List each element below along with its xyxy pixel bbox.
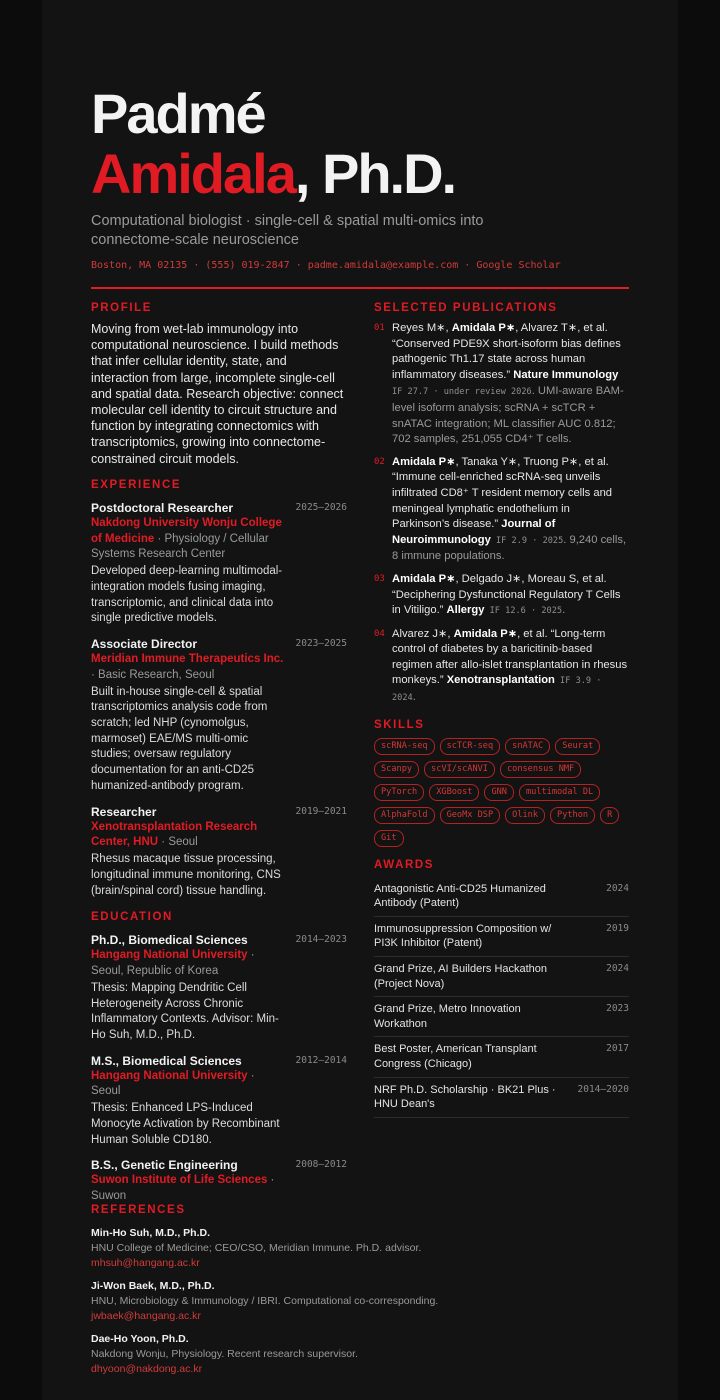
- publication-authors-pre: Alvarez J∗,: [392, 627, 454, 640]
- education-date: 2014–2023: [295, 934, 347, 946]
- header-divider: [91, 287, 629, 289]
- publication-list: [374, 321, 629, 707]
- education-title: M.S., Biomedical Sciences: [91, 1053, 242, 1068]
- award-label: Antagonistic Anti-CD25 Humanized Antibody (Patent): [374, 882, 546, 910]
- education-description: Thesis: Enhanced LPS-Induced Monocyte Activation by Recombinant Human Soluble CD180.: [91, 1102, 280, 1146]
- skill-chip: scTCR-seq: [440, 738, 501, 755]
- award-date: 2023: [606, 1003, 629, 1015]
- publication-note: . 9,240 cells, 8 immune populations.: [392, 533, 627, 563]
- profile-text: Moving from wet-lab immunology into computational neuroscience. I build methods that infer cellular identity, state, and interaction from large, incomplete single-cell and spatial data. Research objective: connect molecular cell identity to circuit structure and function by integrating connectomics with transcriptomics, growing into connectome-constrained circuit models.: [91, 322, 344, 466]
- education-entry: [91, 932, 347, 1043]
- left-column: [91, 302, 347, 1205]
- education-title: B.S., Genetic Engineering: [91, 1158, 238, 1173]
- publication-number: 04: [374, 628, 385, 639]
- experience-institution: Xenotransplantation Research Center, HNU: [91, 820, 258, 849]
- skill-chip: Python: [550, 807, 595, 824]
- contact-line[interactable]: Boston, MA 02135 · (555) 019-2847 · padme.amidala@example.com · Google Scholar: [91, 260, 561, 271]
- award-item: [374, 917, 629, 957]
- award-list: [374, 877, 629, 1118]
- skills-heading: SKILLS: [374, 718, 425, 731]
- skill-chip: scVI/scANVI: [424, 761, 495, 778]
- experience-org: [91, 516, 286, 563]
- publication-item: [374, 321, 629, 448]
- skill-chip: XGBoost: [429, 784, 479, 801]
- skill-chip: GNN: [484, 784, 514, 801]
- references-heading: REFERENCES: [91, 1204, 186, 1216]
- award-item: [374, 957, 629, 997]
- education-description: Thesis: Mapping Dendritic Cell Heterogeneity Across Chronic Inflammatory Contexts. Advisor: Min-Ho Suh, M.D., Ph.D.: [91, 981, 279, 1041]
- publication-note: .: [412, 691, 416, 704]
- reference-email-link[interactable]: mhsuh@hangang.ac.kr: [91, 1257, 200, 1269]
- skill-chip: Seurat: [555, 738, 600, 755]
- education-heading: EDUCATION: [91, 911, 173, 924]
- experience-org: [91, 652, 286, 684]
- publication-item: [374, 572, 629, 620]
- award-date: 2017: [606, 1043, 629, 1055]
- award-date: 2024: [606, 963, 629, 975]
- education-org: [91, 1173, 286, 1205]
- skill-chip: Scanpy: [374, 761, 419, 778]
- reference-description: HNU, Microbiology & Immunology / IBRI. Computational co-corresponding.: [91, 1295, 439, 1307]
- education-list: [91, 932, 347, 1205]
- skill-chip: AlphaFold: [374, 807, 435, 824]
- award-item: [374, 877, 629, 917]
- award-label: Best Poster, American Transplant Congress (Chicago): [374, 1043, 537, 1070]
- publication-journal: Xenotransplantation: [446, 674, 555, 687]
- reference-description: HNU College of Medicine; CEO/CSO, Meridian Immune. Ph.D. advisor.: [91, 1242, 422, 1254]
- award-item: [374, 1078, 629, 1118]
- publication-item: [374, 455, 629, 565]
- education-entry: [91, 1053, 347, 1149]
- reference-list: [91, 1226, 629, 1376]
- experience-description: Developed deep-learning multimodal-integration models fusing imaging, transcriptomic, and clinical data into single predictive models.: [91, 565, 283, 625]
- award-label: Grand Prize, Metro Innovation Workathon: [374, 1003, 521, 1030]
- publication-journal: Allergy: [446, 604, 485, 617]
- experience-description: Rhesus macaque tissue processing, longitudinal immune monitoring, CNS (brain/spinal cord) tissue handling.: [91, 853, 281, 897]
- experience-location: · Basic Research, Seoul: [91, 668, 215, 681]
- education-institution: Hangang National University: [91, 1069, 248, 1082]
- publication-self-author: Amidala P∗: [392, 572, 456, 585]
- experience-entry: [91, 636, 347, 795]
- award-date: 2024: [606, 882, 629, 894]
- skill-chip: scRNA-seq: [374, 738, 435, 755]
- tagline: Computational biologist · single-cell & spatial multi-omics into connectome-scale neuroscience: [91, 213, 484, 248]
- education-org: [91, 948, 286, 980]
- award-label: NRF Ph.D. Scholarship · BK21 Plus · HNU Dean's: [374, 1083, 556, 1111]
- right-column: [374, 302, 629, 1118]
- education-title: Ph.D., Biomedical Sciences: [91, 933, 248, 948]
- experience-list: [91, 500, 347, 899]
- reference-description: Nakdong Wonju, Physiology. Recent research supervisor.: [91, 1348, 358, 1360]
- experience-title: Researcher: [91, 804, 157, 819]
- publication-self-author: Amidala P∗: [451, 322, 516, 334]
- skill-chip: multimodal DL: [519, 784, 600, 801]
- award-label: Immunosuppression Composition w/ PI3K Inhibitor (Patent): [374, 922, 552, 950]
- award-item: [374, 1037, 629, 1077]
- experience-location: · Seoul: [158, 836, 198, 849]
- experience-title: Postdoctoral Researcher: [91, 500, 234, 515]
- skill-chip: PyTorch: [374, 784, 424, 801]
- education-institution: Suwon Institute of Life Sciences: [91, 1174, 268, 1187]
- experience-date: 2025–2026: [295, 501, 347, 513]
- education-institution: Hangang National University: [91, 949, 248, 962]
- experience-institution: Meridian Immune Therapeutics Inc.: [91, 653, 284, 666]
- publication-item: [374, 627, 629, 707]
- publication-meta: IF 3.9 · 2024: [392, 676, 602, 704]
- skill-list: [374, 738, 629, 847]
- publication-body: , Delgado J∗, Moreau S, et al. “Deciphering Dysfunctional Regulatory T Cells in Vitiligo.”: [392, 572, 621, 617]
- experience-location: · Physiology / Cellular Systems Research Center: [91, 532, 269, 561]
- publication-meta: IF 27.7 · under review 2026: [392, 387, 532, 398]
- education-org: [91, 1069, 286, 1101]
- publication-body: , et al. “Long-term control of diabetes by a baricitinib-based regimen after allo-islet transplantation in rhesus monkeys.”: [392, 627, 628, 687]
- award-label: Grand Prize, AI Builders Hackathon (Project Nova): [374, 963, 548, 990]
- reference-item: [91, 1332, 629, 1376]
- award-date: 2019: [606, 922, 629, 934]
- publication-number: 02: [374, 456, 385, 467]
- award-item: [374, 997, 629, 1037]
- publication-meta: IF 2.9 · 2025: [490, 535, 564, 546]
- skill-chip: GeoMx DSP: [440, 807, 501, 824]
- experience-date: 2023–2025: [295, 638, 347, 650]
- education-entry: [91, 1157, 347, 1205]
- references-section: [91, 1204, 629, 1376]
- experience-org: [91, 820, 286, 852]
- education-location: · Seoul, Republic of Korea: [91, 949, 255, 978]
- experience-date: 2019–2021: [295, 805, 347, 817]
- profile-heading: PROFILE: [91, 302, 153, 314]
- reference-name: Ji-Won Baek, M.D., Ph.D.: [91, 1280, 215, 1292]
- experience-entry: [91, 804, 347, 900]
- experience-description: Built in-house single-cell & spatial transcriptomics analysis code from scratch; led NHP (cynomolgus, marmoset) EAE/MS multi-omic studies; oversaw regulatory documentation for an anti-CD25 humanized-antibody program.: [91, 685, 268, 792]
- publication-journal: Nature Immunology: [513, 368, 619, 381]
- publication-self-author: Amidala P∗: [453, 627, 518, 640]
- publication-authors-pre: Reyes M∗,: [392, 322, 452, 334]
- reference-item: [91, 1279, 629, 1323]
- education-location: · Suwon: [91, 1174, 275, 1203]
- publication-self-author: Amidala P∗: [392, 455, 456, 468]
- reference-email-link[interactable]: jwbaek@hangang.ac.kr: [91, 1310, 201, 1322]
- education-date: 2012–2014: [295, 1054, 347, 1066]
- skill-chip: Olink: [505, 807, 545, 824]
- publication-body: , Tanaka Y∗, Truong P∗, et al. “Immune cell-enriched scRNA-seq unveils infiltrated CD8⁺ T resident memory cells and meningeal lymphatic endothelium in Parkinson’s disease.”: [392, 455, 613, 531]
- publication-note: .: [562, 604, 566, 617]
- experience-institution: Nakdong University Wonju College of Medicine: [91, 516, 282, 545]
- reference-name: Min-Ho Suh, M.D., Ph.D.: [91, 1227, 210, 1239]
- award-date: 2014–2020: [577, 1083, 629, 1095]
- experience-entry: [91, 500, 347, 627]
- education-date: 2008–2012: [295, 1159, 347, 1171]
- experience-title: Associate Director: [91, 637, 198, 652]
- name-first: Padmé: [91, 82, 265, 145]
- publication-body: , Alvarez T∗, et al. “Conserved PDE9X short-isoform bias defines pathogenic Th1.17 state across human inflammatory diseases.”: [392, 322, 621, 381]
- publication-number: 03: [374, 573, 385, 584]
- reference-name: Dae-Ho Yoon, Ph.D.: [91, 1333, 189, 1345]
- skill-chip: R: [600, 807, 619, 824]
- awards-heading: AWARDS: [374, 858, 435, 871]
- skill-chip: snATAC: [505, 738, 550, 755]
- reference-email-link[interactable]: dhyoon@nakdong.ac.kr: [91, 1363, 203, 1375]
- publication-journal: Journal of Neuroimmunology: [392, 518, 556, 546]
- publication-number: 01: [374, 323, 385, 333]
- name-suffix: , Ph.D.: [294, 142, 456, 205]
- publications-heading: SELECTED PUBLICATIONS: [374, 302, 558, 314]
- publication-meta: IF 12.6 · 2025: [484, 606, 563, 617]
- name-last-line: [91, 142, 455, 206]
- reference-item: [91, 1226, 629, 1270]
- publication-note: . UMI-aware BAM-level isoform analysis; scRNA + scTCR + snATAC integration; ML classifier AUC 0.812; 702 samples, 251,055 CD4⁺ T cells.: [392, 385, 624, 446]
- name-last: Amidala: [91, 142, 295, 205]
- skill-chip: consensus NMF: [500, 761, 581, 778]
- education-location: · Seoul: [91, 1069, 255, 1098]
- experience-heading: EXPERIENCE: [91, 478, 182, 491]
- skill-chip: Git: [374, 830, 404, 847]
